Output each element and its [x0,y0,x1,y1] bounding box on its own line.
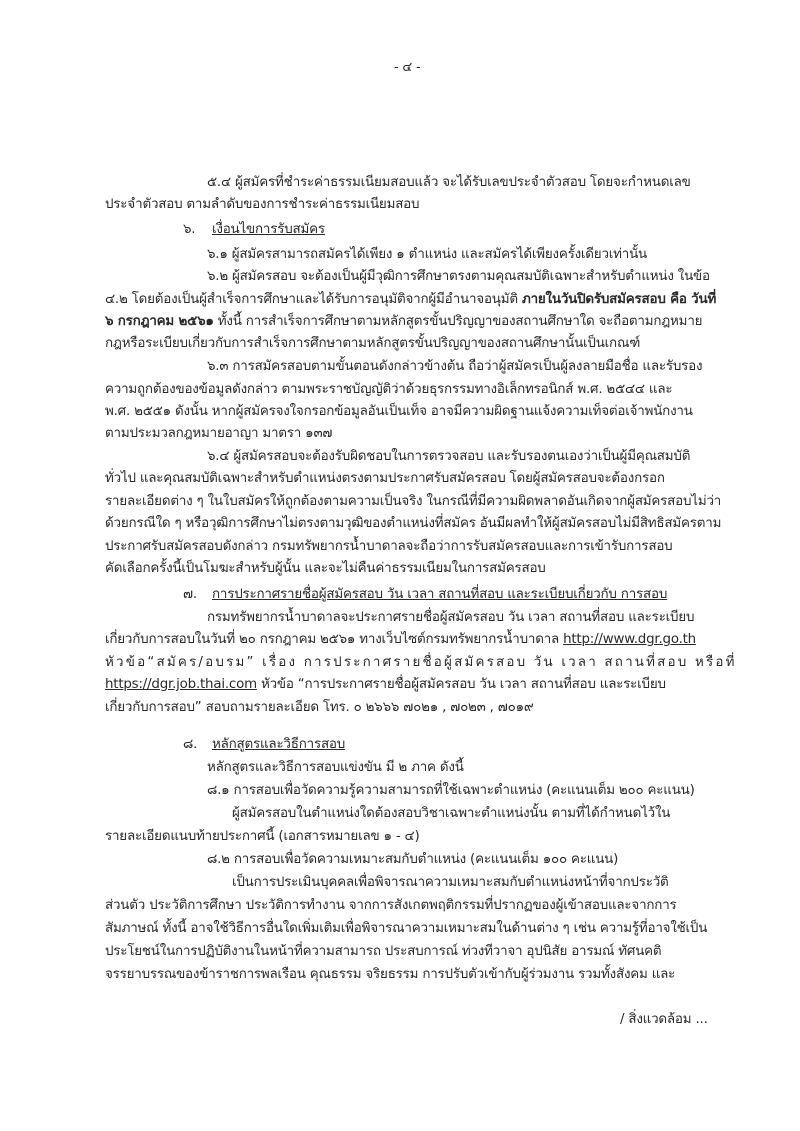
item-8-1-line-1: ผู้สมัครสอบในตำแหน่งใดต้องสอบวิชาเฉพาะตำแหน่งนั้น ตามที่ได้กำหนดไว้ใน [232,806,671,821]
dgr-job-link[interactable]: https://dgr.job.thai.com [105,677,257,692]
continuation-marker: / สิ่งแวดล้อม ... [620,1012,708,1027]
section-7-line-4 [105,675,666,695]
item-6-2-line-3 [105,312,702,332]
item-6-1: ๖.๑ ผู้สมัครสามารถสมัครได้เพียง ๑ ตำแหน่ง และสมัครได้เพียงครั้งเดียวเท่านั้น [207,247,648,262]
item-6-4-line-4: ด้วยกรณีใด ๆ หรือวุฒิการศึกษาไม่ตรงตามวุฒิของตำแหน่งที่สมัคร อันมีผลทำให้ผู้สมัครสอบไม่มีสิทธิสมัครตาม [105,516,722,531]
section-7-number: ๗. [183,587,197,602]
section-7-line-5: เกี่ยวกับการสอบ” สอบถามรายละเอียด โทร. ๐ ๒๖๖๖ ๗๐๒๑ , ๗๐๒๓ , ๗๐๑๙ [105,700,534,715]
item-6-4-line-1: ๖.๔ ผู้สมัครสอบจะต้องรับผิดชอบในการตรวจสอบ และรับรองตนเองว่าเป็นผู้มีคุณสมบัติ [207,449,691,464]
item-6-3-line-3: พ.ศ. ๒๕๕๑ ดังนั้น หากผู้สมัครจงใจกรอกข้อมูลอันเป็นเท็จ อาจมีความผิดฐานแจ้งความเท็จต่อเจ้าพนักงาน [105,404,693,419]
item-6-3-line-2: ความถูกต้องของข้อมูลดังกล่าว ตามพระราชบัญญัติว่าด้วยธุรกรรมทางอิเล็กทรอนิกส์ พ.ศ. ๒๕๔๔ และ [105,382,673,397]
item-8-2-line-4: ประโยชน์ในการปฏิบัติงานในหน้าที่ความสามารถ ประสบการณ์ ท่วงทีวาจา อุปนิสัย อารมณ์ ทัศนคติ [105,944,662,959]
item-6-2-deadline-date: ๖ กรกฎาคม ๒๕๖๑ [105,314,214,329]
item-6-4-line-3: รายละเอียดต่าง ๆ ในใบสมัครให้ถูกต้องตามความเป็นจริง ในกรณีที่มีความผิดพลาดอันเกิดจากผู้สมัครสอบไม่ว่า [105,494,722,509]
section-7-line-4-text: หัวข้อ “การประกาศรายชื่อผู้สมัครสอบ วัน เวลา สถานที่สอบ และระเบียบ [256,677,666,692]
item-6-4-line-6: คัดเลือกครั้งนี้เป็นโมฆะสำหรับผู้นั้น และจะไม่คืนค่าธรรมเนียมในการสมัครสอบ [105,561,546,576]
item-6-4-line-5: ประกาศรับสมัครสอบดังกล่าว กรมทรัพยากรน้ำบาดาลจะถือว่าการรับสมัครสอบและการเข้ารับการสอบ [105,539,673,554]
item-8-2-title: ๘.๒ การสอบเพื่อวัดความเหมาะสมกับตำแหน่ง (คะแนนเต็ม ๑๐๐ คะแนน) [207,852,619,867]
item-8-2-line-5: จรรยาบรรณของข้าราชการพลเรือน คุณธรรม จริยธรรม การปรับตัวเข้ากับผู้ร่วมงาน รวมทั้งสังคม และ [105,967,676,982]
section-8-heading: หลักสูตรและวิธีการสอบ [212,737,346,752]
item-6-2-line-1: ๖.๒ ผู้สมัครสอบ จะต้องเป็นผู้มีวุฒิการศึกษาตรงตามคุณสมบัติเฉพาะสำหรับตำแหน่ง ในข้อ [207,269,710,284]
item-8-1-line-2: รายละเอียดแนบท้ายประกาศนี้ (เอกสารหมายเลข ๑ - ๔) [105,829,420,844]
item-8-2-line-1: เป็นการประเมินบุคคลเพื่อพิจารณาความเหมาะสมกับตำแหน่งหน้าที่จากประวัติ [232,875,669,890]
page-number: - ๔ - [394,60,421,75]
section-6-number: ๖. [183,222,196,237]
section-7-line-1: กรมทรัพยากรน้ำบาดาลจะประกาศรายชื่อผู้สมัครสอบ วัน เวลา สถานที่สอบ และระเบียบ [207,610,695,625]
item-6-2-deadline: ภายในวันปิดรับสมัครสอบ คือ วันที่ [521,292,717,307]
item-6-4-line-2: ทั่วไป และคุณสมบัติเฉพาะสำหรับตำแหน่งตรงตามประกาศรับสมัครสอบ โดยผู้สมัครสอบจะต้องกรอก [105,471,665,486]
item-6-3-line-4: ตามประมวลกฎหมายอาญา มาตรา ๑๓๗ [105,426,333,441]
item-6-3-line-1: ๖.๓ การสมัครสอบตามขั้นตอนดังกล่าวข้างต้น ถือว่าผู้สมัครเป็นผู้ลงลายมือชื่อ และรับรอง [207,359,703,374]
dgr-website-link[interactable]: http://www.dgr.go.th [563,632,696,647]
section-5-4-line-2: ประจำตัวสอบ ตามลำดับของการชำระค่าธรรมเนียมสอบ [105,197,420,212]
section-7-line-2 [105,630,696,650]
item-8-1-title: ๘.๑ การสอบเพื่อวัดความรู้ความสามารถที่ใช้เฉพาะตำแหน่ง (คะแนนเต็ม ๒๐๐ คะแนน) [207,783,695,798]
section-7-line-3: หัวข้อ“สมัคร/อบรม” เรื่อง การประกาศรายชื่อผู้สมัครสอบ วัน เวลา สถานที่สอบ หรือที่ [105,655,737,670]
section-7-line-2-text: เกี่ยวกับการสอบในวันที่ ๒๐ กรกฎาคม ๒๕๖๑ ทางเว็บไซต์กรมทรัพยากรน้ำบาดาล [105,632,564,647]
item-8-2-line-3: สัมภาษณ์ ทั้งนี้ อาจใช้วิธีการอื่นใดเพิ่มเติมเพื่อพิจารณาความเหมาะสมในด้านต่าง ๆ เช่น ความรู้ที่อาจใช้เป็น [105,921,708,936]
section-6-heading: เงื่อนไขการรับสมัคร [212,222,325,237]
section-7-heading: การประกาศรายชื่อผู้สมัครสอบ วัน เวลา สถานที่สอบ และระเบียบเกี่ยวกับ การสอบ [212,587,668,602]
section-5-4-line-1: ๕.๔ ผู้สมัครที่ชำระค่าธรรมเนียมสอบแล้ว จะได้รับเลขประจำตัวสอบ โดยจะกำหนดเลข [207,175,691,190]
item-6-2-line-3-text: ทั้งนี้ การสำเร็จการศึกษาตามหลักสูตรขั้นปริญญาของสถานศึกษาใด จะถือตามกฎหมาย [213,314,703,329]
item-6-2-line-2-text: ๔.๒ โดยต้องเป็นผู้สำเร็จการศึกษาและได้รับการอนุมัติจากผู้มีอำนาจอนุมัติ [105,292,522,307]
item-6-2-line-2 [105,290,716,310]
item-6-2-line-4: กฎหรือระเบียบเกี่ยวกับการสำเร็จการศึกษาตามหลักสูตรขั้นปริญญาของสถานศึกษานั้นเป็นเกณฑ์ [105,336,641,351]
section-8-number: ๘. [183,737,198,752]
item-8-2-line-2: ส่วนตัว ประวัติการศึกษา ประวัติการทำงาน จากการสังเกตพฤติกรรมที่ปรากฏของผู้เข้าสอบและจากการ [105,898,677,913]
section-8-intro: หลักสูตรและวิธีการสอบแข่งขัน มี ๒ ภาค ดังนี้ [207,760,464,775]
